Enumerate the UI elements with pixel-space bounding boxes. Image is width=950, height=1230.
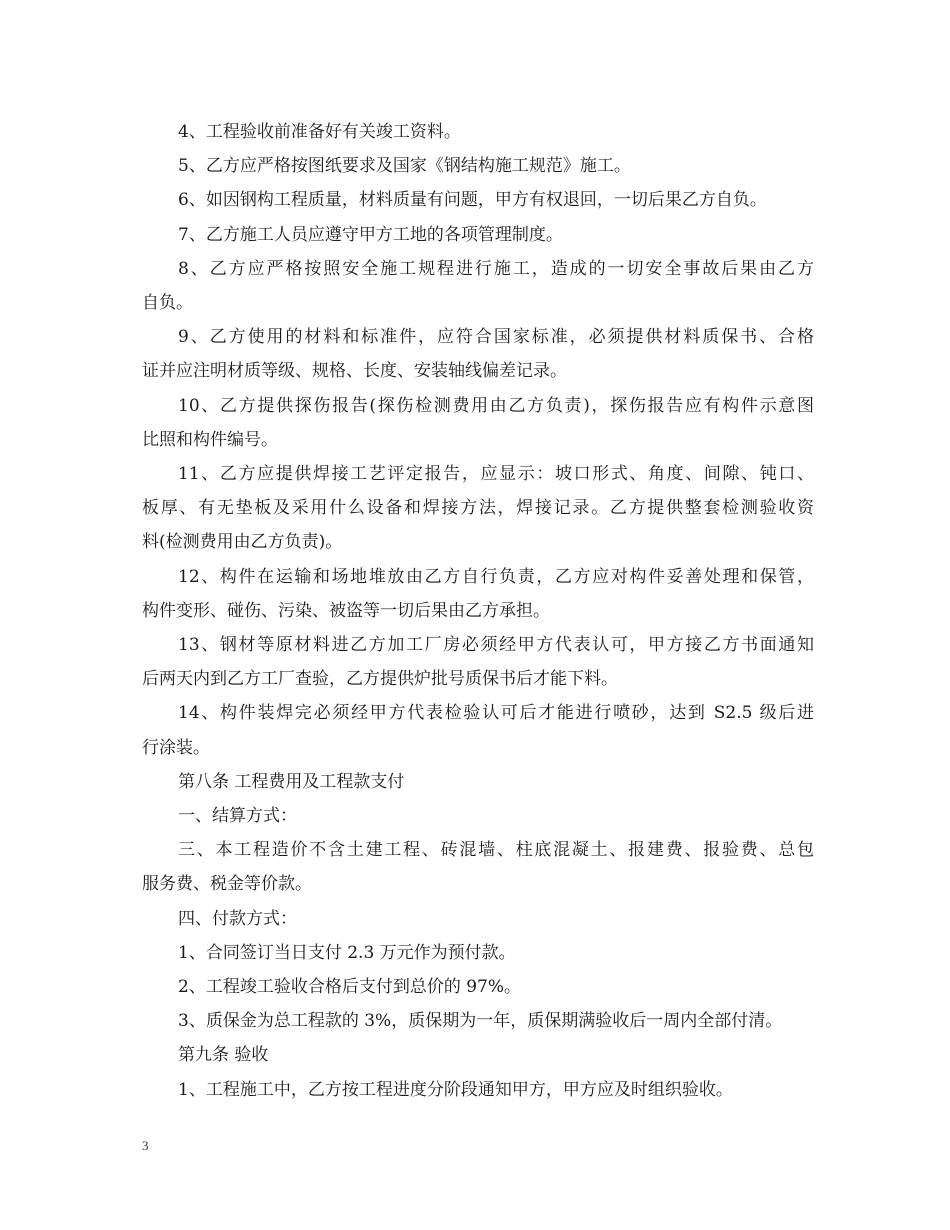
paragraph-line: 行涂装。 [142, 737, 210, 758]
paragraph-line: 一、结算方式： [178, 806, 297, 827]
section-heading: 第九条 验收 [178, 1045, 269, 1066]
paragraph-line: 7、乙方施工人员应遵守甲方工地的各项管理制度。 [178, 224, 563, 245]
paragraph-line: 自负。 [142, 293, 193, 314]
paragraph-line: 3、质保金为总工程款的 3%，质保期为一年，质保期满验收后一周内全部付清。 [178, 1011, 783, 1032]
paragraph-line: 11、乙方应提供焊接工艺评定报告，应显示：坡口形式、角度、间隙、钝口、 [178, 464, 814, 485]
paragraph-line: 证并应注明材质等级、规格、长度、安装轴线偏差记录。 [142, 361, 567, 382]
paragraph-line: 构件变形、碰伤、污染、被盗等一切后果由乙方承担。 [142, 600, 550, 621]
paragraph-line: 4、工程验收前准备好有关竣工资料。 [178, 122, 461, 142]
paragraph-line: 服务费、税金等价款。 [142, 874, 312, 895]
paragraph-line: 2、工程竣工验收合格后支付到总价的 97%。 [178, 977, 522, 998]
paragraph-line: 13、钢材等原材料进乙方加工厂房必须经甲方代表认可，甲方接乙方书面通知 [178, 635, 814, 656]
page-number: 3 [142, 1138, 149, 1153]
paragraph-line: 6、如因钢构工程质量，材料质量有问题，甲方有权退回，一切后果乙方自负。 [178, 190, 767, 211]
document-body [142, 115, 814, 1107]
paragraph-line: 5、乙方应严格按图纸要求及国家《钢结构施工规范》施工。 [178, 156, 631, 177]
paragraph-line: 比照和构件编号。 [142, 429, 278, 450]
paragraph-line: 8、乙方应严格按照安全施工规程进行施工，造成的一切安全事故后果由乙方 [178, 258, 814, 279]
paragraph-line: 9、乙方使用的材料和标准件，应符合国家标准，必须提供材料质保书、合格 [178, 327, 814, 348]
paragraph-line: 料(检测费用由乙方负责)。 [142, 532, 343, 553]
paragraph-line: 12、构件在运输和场地堆放由乙方自行负责，乙方应对构件妥善处理和保管， [178, 566, 814, 587]
paragraph-line: 14、构件装焊完必须经甲方代表检验认可后才能进行喷砂，达到 S2.5 级后进 [178, 703, 814, 724]
paragraph-line: 四、付款方式： [178, 908, 297, 929]
section-heading: 第八条 工程费用及工程款支付 [178, 771, 405, 792]
paragraph-line: 后两天内到乙方工厂查验，乙方提供炉批号质保书后才能下料。 [142, 669, 618, 690]
paragraph-line: 三、本工程造价不含土建工程、砖混墙、柱底混凝土、报建费、报验费、总包 [178, 840, 814, 861]
paragraph-line: 10、乙方提供探伤报告(探伤检测费用由乙方负责)，探伤报告应有构件示意图 [178, 395, 814, 416]
paragraph-line: 板厚、有无垫板及采用什么设备和焊接方法，焊接记录。乙方提供整套检测验收资 [142, 498, 814, 519]
paragraph-line: 1、工程施工中，乙方按工程进度分阶段通知甲方，甲方应及时组织验收。 [178, 1079, 733, 1100]
paragraph-line: 1、合同签订当日支付 2.3 万元作为预付款。 [178, 942, 516, 963]
